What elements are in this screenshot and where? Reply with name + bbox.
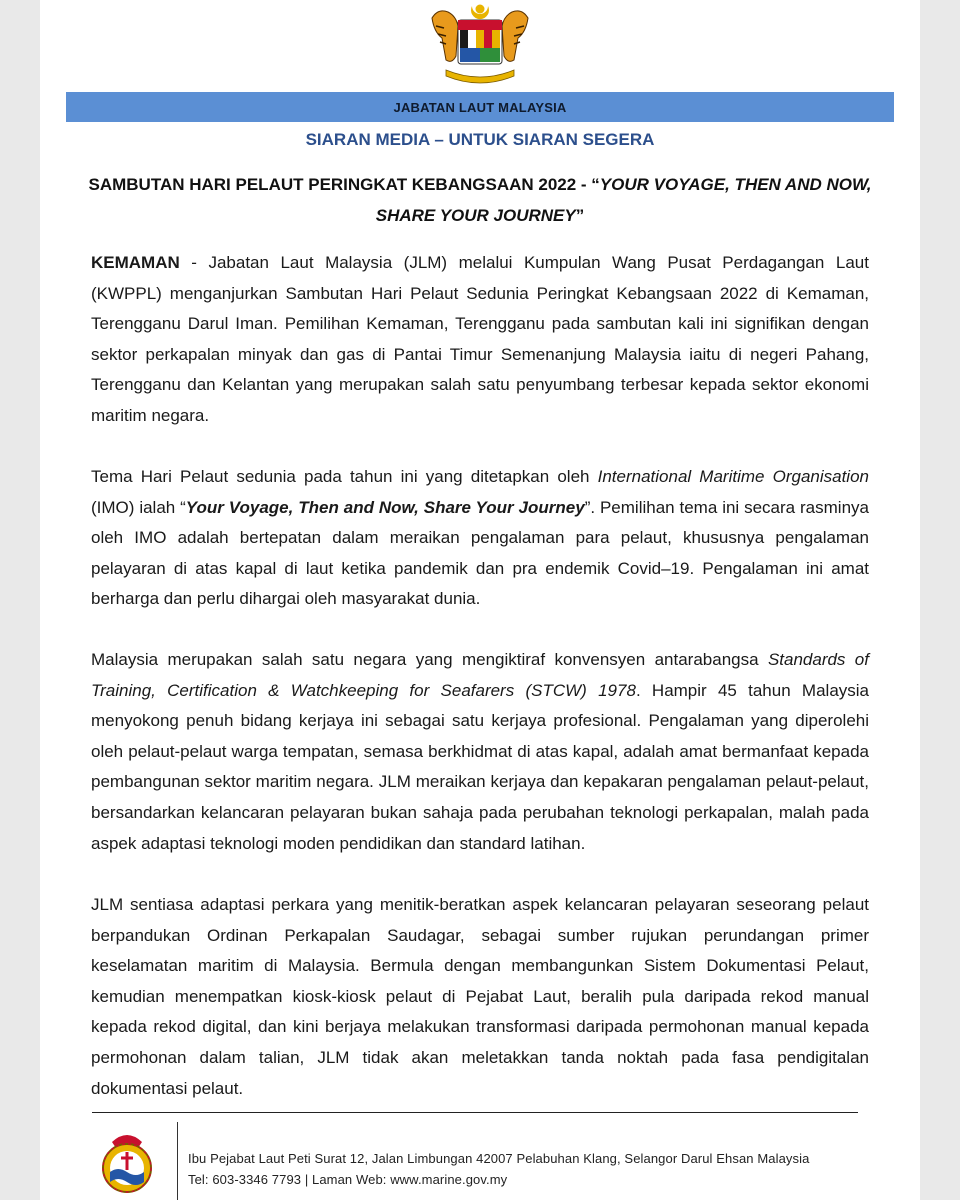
body-paragraph-3: Malaysia merupakan salah satu negara yang mengiktiraf konvensyen antarabangsa Standards of Training, Certification & Watchkeeping for Seafarers (STCW) 1978. Hampir 45 tahun Malaysia menyokong penuh bidang kerjaya ini sebagai satu kerjaya profesional. Pengalaman yang diperolehi oleh pelaut-pelaut warga tempatan, semasa berkhidmat di atas kapal, adalah amat bermanfaat kepada pembangunan sektor maritim negara. JLM meraikan kerjaya dan kepakaran pengalaman pelaut-pelaut, bersandarkan kelancaran pelayaran bukan sahaja pada perubahan teknologi perkapalan, malah pada aspek adaptasi teknologi moden pendidikan dan standard latihan. bbox=[91, 650, 870, 853]
jabatan-laut-emblem-icon bbox=[94, 1128, 160, 1200]
malaysia-coat-of-arms-icon bbox=[422, 0, 538, 90]
title-theme: YOUR VOYAGE, THEN AND NOW, SHARE YOUR JOURNEY bbox=[375, 175, 872, 225]
dateline: KEMAMAN bbox=[91, 253, 180, 272]
body-paragraph-1: KEMAMAN - Jabatan Laut Malaysia (JLM) melalui Kumpulan Wang Pusat Perdagangan Laut (KWPPL) menganjurkan Sambutan Hari Pelaut Sedunia Peringkat Kebangsaan 2022 di Kemaman, Terengganu Darul Iman. Pemilihan Kemaman, Terengganu pada sambutan kali ini signifikan dengan sektor perkapalan minyak dan gas di Pantai Timur Semenanjung Malaysia iaitu di negeri Pahang, Terengganu dan Kelantan yang merupakan salah satu penyumbang terbesar kepada sektor ekonomi maritim negara. bbox=[91, 253, 869, 425]
title-suffix: ” bbox=[575, 206, 585, 225]
footer-divider bbox=[177, 1122, 178, 1200]
department-banner bbox=[66, 92, 894, 122]
title-prefix: SAMBUTAN HARI PELAUT PERINGKAT KEBANGSAAN 2022 - “ bbox=[88, 175, 600, 194]
release-title bbox=[80, 169, 880, 231]
media-heading: SIARAN MEDIA – UNTUK SIARAN SEGERA bbox=[305, 130, 655, 149]
body-paragraph-4: JLM sentiasa adaptasi perkara yang menitik-beratkan aspek kelancaran pelayaran seseorang pelaut berpandukan Ordinan Perkapalan Saudagar, sebagai sumber rujukan perundangan primer keselamatan maritim di Malaysia. Bermula dengan membangunkan Sistem Dokumentasi Pelaut, kemudian menempatkan kiosk-kiosk pelaut di Pejabat Laut, beralih pula daripada rekod manual kepada rekod digital, dan kini berjaya melakukan transformasi daripada permohonan manual kepada permohonan dalam talian, JLM tidak akan meletakkan tanda noktah pada fasa pendigitalan dokumentasi pelaut. bbox=[91, 895, 869, 1098]
footer-rule bbox=[92, 1112, 858, 1113]
footer-address: Ibu Pejabat Laut Peti Surat 12, Jalan Limbungan 42007 Pelabuhan Klang, Selangor Darul Ehsan Malaysia bbox=[188, 1151, 810, 1166]
footer-contact: Tel: 603-3346 7793 | Laman Web: www.marine.gov.my bbox=[188, 1172, 508, 1187]
department-name: JABATAN LAUT MALAYSIA bbox=[393, 99, 567, 115]
body-paragraph-2: Tema Hari Pelaut sedunia pada tahun ini yang ditetapkan oleh International Maritime Organisation (IMO) ialah “Your Voyage, Then and Now, Share Your Journey”. Pemilihan tema ini secara rasminya oleh IMO adalah bertepatan dalam meraikan pengalaman para pelaut, khususnya pengalaman pelayaran di atas kapal di laut ketika pandemik dan pra endemik Covid–19. Pengalaman ini amat berharga dan perlu dihargai oleh masyarakat dunia. bbox=[91, 467, 869, 609]
press-release-page bbox=[40, 0, 920, 1200]
